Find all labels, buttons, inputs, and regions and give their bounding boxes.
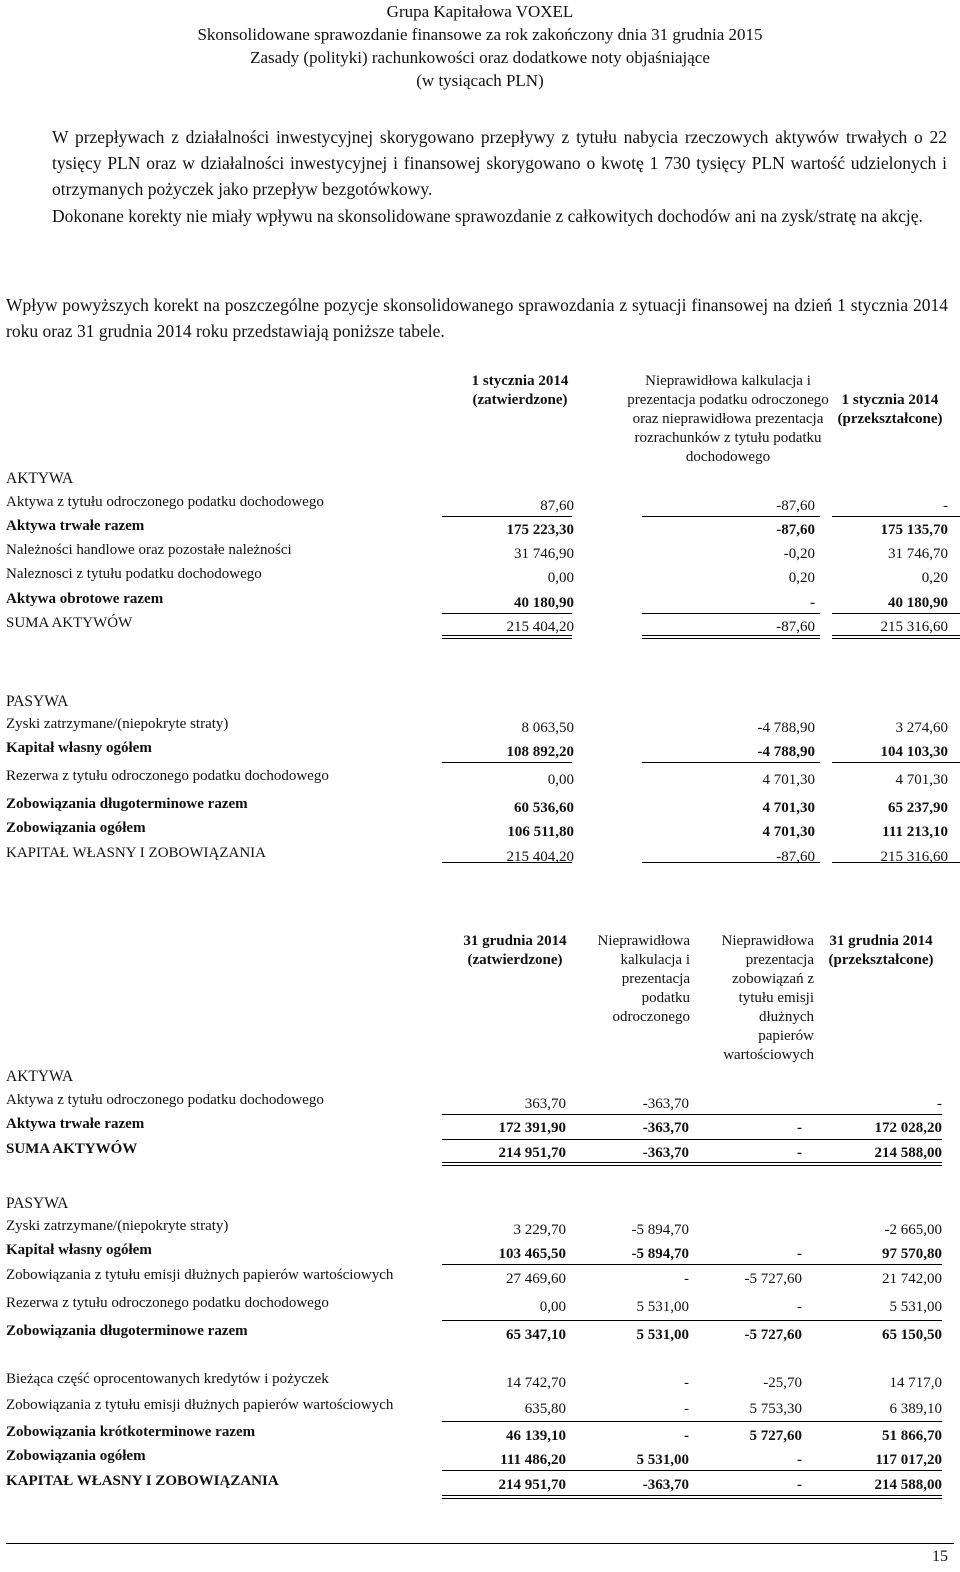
t1-aktywa-cell: - [810,595,815,611]
t2-header-deferred-tax-line: kalkulacja i [620,952,690,968]
t2-pasywa-cell: 46 139,10 [506,1428,566,1444]
t2-pasywa-row [6,1424,956,1446]
t2-aktywa-cell: 172 028,20 [874,1120,942,1136]
t2-pasywa-row [6,1397,956,1419]
t2-aktywa-cell: -363,70 [642,1145,689,1161]
t1-rule [832,862,960,863]
t1-pasywa-row [6,796,956,818]
t1-header-adjustment-line: dochodowego [685,449,771,465]
t1-pasywa-row-label: Kapitał własny ogółem [6,740,152,756]
t1-aktywa-cell: 215 404,20 [506,619,574,635]
t1-pasywa-row-label: Rezerwa z tytułu odroczonego podatku dochodowego [6,768,329,784]
t2-pasywa-cell: 214 588,00 [874,1477,942,1493]
t2-aktywa-cell: -363,70 [642,1096,689,1112]
t1-header-adjustment-line: Nieprawidłowa kalkulacja i [645,373,811,389]
t1-pasywa-row [6,768,956,790]
t2-pasywa-cell: - [797,1477,802,1493]
t1-rule [832,762,960,763]
t1-pasywa-cell: 215 316,60 [880,849,948,865]
paragraph-cashflow: W przepływach z działalności inwestycyjnej skorygowano przepływy z tytułu nabycia rzeczowych aktywów trwałych o 22 tysięcy PLN oraz w działalności inwestycyjnej i finansowej skorygowano o kwotę 1 730 tysięcy PLN wartość udzielonych i otrzymanych pożyczek jako przepływ bezgotówkowy. [52,127,947,199]
t2-pasywa-row-label: Rezerwa z tytułu odroczonego podatku dochodowego [6,1295,329,1311]
t2-pasywa-row [6,1473,956,1495]
t1-header-adjustment-line: rozrachunków z tytułu podatku [634,430,822,446]
t1-aktywa-cell: 0,20 [921,570,948,586]
t1-pasywa-cell: 108 892,20 [506,744,574,760]
t1-aktywa-cell: 215 316,60 [880,619,948,635]
t2-header-deferred-tax [572,932,690,1027]
t1-rule [642,862,820,863]
t1-pasywa-row [6,845,956,867]
t1-pasywa-cell: 215 404,20 [506,849,574,865]
t2-pasywa-cell: - [684,1401,689,1417]
t2-aktywa-cell: 214 588,00 [874,1145,942,1161]
t2-pasywa-cell: 97 570,80 [882,1246,942,1262]
t1-pasywa-cell: 4 701,30 [762,800,815,816]
t1-rule [832,613,960,614]
t2-pasywa-cell: 117 017,20 [875,1452,942,1468]
t1-pasywa-cell: 65 237,90 [888,800,948,816]
t2-pasywa-cell: 51 866,70 [882,1428,942,1444]
t2-pasywa-cell: -363,70 [642,1477,689,1493]
t2-pasywa-cell: - [684,1428,689,1444]
report-title: Skonsolidowane sprawozdanie finansowe za rok zakończony dnia 31 grudnia 2015 [197,25,763,44]
t1-header-approved [440,372,600,410]
t2-pasywa-cell: 5 531,00 [636,1452,689,1468]
t1-aktywa-row [6,566,956,588]
t2-rule [442,1495,942,1499]
currency-note: (w tysiącach PLN) [416,71,544,90]
t2-header-deferred-tax-line: odroczonego [612,1009,690,1025]
page-number: 15 [932,1548,948,1565]
t2-header-deferred-tax-line: podatku [641,990,690,1006]
t2-aktywa-cell: - [937,1096,942,1112]
t2-pasywa-cell: 0,00 [539,1299,566,1315]
t1-aktywa-row-label: Aktywa obrotowe razem [6,591,164,607]
t2-pasywa-cell: -2 665,00 [884,1222,942,1238]
t2-pasywa-cell: 65 150,50 [882,1327,942,1343]
t1-aktywa-row-label: Aktywa z tytułu odroczonego podatku dochodowego [6,494,324,510]
t1-aktywa-cell: 31 746,70 [888,546,948,562]
t2-aktywa-row [6,1116,956,1138]
t1-aktywa-row-label: Należności handlowe oraz pozostałe należności [6,542,292,558]
t2-header-debt-securities-line: prezentacja [745,952,814,968]
t1-aktywa-row [6,494,956,516]
t1-rule [642,516,820,517]
t1-pasywa-cell: 0,00 [547,772,574,788]
t2-aktywa-cell: - [797,1145,802,1161]
t2-pasywa-cell: 5 531,00 [636,1299,689,1315]
company-name: Grupa Kapitałowa VOXEL [386,2,574,21]
t2-header-debt-securities-line: papierów [758,1028,814,1044]
t2-pasywa-cell: 103 465,50 [498,1246,566,1262]
t2-pasywa-cell: 21 742,00 [882,1271,942,1287]
t1-aktywa-cell: 175 135,70 [880,522,948,538]
t2-header-deferred-tax-line: Nieprawidłowa [597,933,690,949]
t2-pasywa-row-label: Zobowiązania z tytułu emisji dłużnych papierów wartościowych [6,1267,394,1283]
t2-pasywa-cell: -5 727,60 [744,1327,802,1343]
t2-header-debt-securities [700,932,814,1065]
t2-pasywa-label: PASYWA [6,1195,69,1212]
t1-aktywa-cell: -87,60 [776,498,815,514]
t2-header-debt-securities-line: tytułu emisji [738,990,814,1006]
t1-pasywa-row-label: Zobowiązania ogółem [6,820,146,836]
t1-pasywa-row [6,820,956,842]
t2-rule [442,1421,942,1422]
t1-pasywa-row [6,716,956,738]
t1-pasywa-cell: 111 213,10 [882,824,948,840]
t2-aktywa-row [6,1092,956,1114]
t2-pasywa-cell: - [797,1246,802,1262]
t1-aktywa-row [6,591,956,613]
t2-pasywa-cell: -5 727,60 [744,1271,802,1287]
t2-header-debt-securities-line: zobowiązań z [731,971,814,987]
t2-pasywa-row [6,1267,956,1289]
t2-aktywa-row [6,1141,956,1163]
t2-rule [442,1139,942,1140]
t1-pasywa-label: PASYWA [6,693,69,710]
t1-pasywa-cell: 4 701,30 [762,824,815,840]
t2-header-restated-line: (przekształcone) [828,952,934,968]
t2-rule [442,1264,942,1265]
t1-pasywa-cell: -4 788,90 [757,744,815,760]
t1-aktywa-cell: - [943,498,948,514]
t1-header-adjustment-line: prezentacja podatku odroczonego [627,392,829,408]
t1-pasywa-cell: 3 274,60 [895,720,948,736]
t1-aktywa-cell: 175 223,30 [506,522,574,538]
t2-header-debt-securities-line: dłużnych [759,1009,814,1025]
t1-aktywa-cell: -87,60 [776,619,815,635]
t1-aktywa-cell: 0,00 [547,570,574,586]
document-header [0,0,960,92]
t2-aktywa-row-label: SUMA AKTYWÓW [6,1141,138,1157]
t1-header-approved-line: 1 stycznia 2014 [471,373,569,389]
t2-header-approved [440,932,590,970]
t2-pasywa-cell: - [684,1271,689,1287]
t2-pasywa-cell: -5 894,70 [631,1222,689,1238]
t2-pasywa-row [6,1323,956,1345]
t1-rule [442,762,572,763]
t1-rule [442,635,572,639]
t2-header-restated [816,932,946,970]
t1-pasywa-cell: -4 788,90 [757,720,815,736]
t2-header-restated-line: 31 grudnia 2014 [829,933,933,949]
t1-aktywa-row-label: SUMA AKTYWÓW [6,615,133,631]
t1-aktywa-cell: 31 746,90 [514,546,574,562]
t2-pasywa-row-label: Kapitał własny ogółem [6,1242,152,1258]
t2-aktywa-cell: 214 951,70 [498,1145,566,1161]
t2-pasywa-cell: 6 389,10 [889,1401,942,1417]
t1-aktywa-row [6,518,956,540]
t2-pasywa-cell: - [797,1452,802,1468]
t1-aktywa-label: AKTYWA [6,470,74,487]
t1-pasywa-row [6,740,956,762]
t1-header-approved-line: (zatwierdzone) [472,392,568,408]
t2-pasywa-cell: 5 753,30 [749,1401,802,1417]
t2-pasywa-cell: 14 742,70 [506,1375,566,1391]
t2-pasywa-cell: 3 229,70 [513,1222,566,1238]
t1-pasywa-row-label: Zobowiązania długoterminowe razem [6,796,248,812]
t2-aktywa-cell: - [797,1120,802,1136]
t2-header-debt-securities-line: wartościowych [723,1047,814,1063]
t2-pasywa-cell: 5 531,00 [889,1299,942,1315]
t1-pasywa-cell: 60 536,60 [514,800,574,816]
t2-aktywa-cell: 363,70 [524,1096,566,1112]
t1-aktywa-cell: 87,60 [540,498,574,514]
t2-pasywa-cell: - [797,1299,802,1315]
t2-pasywa-cell: 5 727,60 [749,1428,802,1444]
t1-pasywa-cell: 106 511,80 [507,824,574,840]
t2-pasywa-cell: 111 486,20 [500,1452,566,1468]
footer-rule [6,1543,954,1544]
t2-rule [442,1114,942,1115]
t1-pasywa-row-label: KAPITAŁ WŁASNY I ZOBOWIĄZANIA [6,845,267,861]
t1-rule [642,613,820,614]
t2-aktywa-cell: -363,70 [642,1120,689,1136]
t2-header-debt-securities-line: Nieprawidłowa [721,933,814,949]
t2-pasywa-row [6,1371,956,1393]
t1-rule [442,516,572,517]
t2-pasywa-row-label: Zobowiązania z tytułu emisji dłużnych papierów wartościowych [6,1397,394,1413]
t2-pasywa-row [6,1218,956,1240]
t1-aktywa-cell: 0,20 [788,570,815,586]
t1-rule [642,635,820,639]
t2-pasywa-cell: - [684,1375,689,1391]
t2-pasywa-row-label: Zobowiązania ogółem [6,1448,146,1464]
t1-pasywa-row-label: Zyski zatrzymane/(niepokryte straty) [6,716,229,732]
t2-pasywa-cell: 14 717,0 [889,1375,942,1391]
t2-header-approved-line: 31 grudnia 2014 [463,933,567,949]
t2-rule [442,1470,942,1471]
t2-pasywa-cell: 65 347,10 [506,1327,566,1343]
t1-rule [442,862,572,863]
t2-pasywa-cell: 214 951,70 [498,1477,566,1493]
t2-pasywa-row-label: Zyski zatrzymane/(niepokryte straty) [6,1218,229,1234]
t2-rule [442,1320,942,1321]
t1-pasywa-cell: 4 701,30 [762,772,815,788]
t1-aktywa-cell: -0,20 [783,546,815,562]
paragraph-intro-tables: Wpływ powyższych korekt na poszczególne pozycje skonsolidowanego sprawozdania z sytuacji finansowej na dzień 1 stycznia 2014 roku oraz 31 grudnia 2014 roku przedstawiają poniższe tabele. [6,295,948,341]
t1-aktywa-row-label: Naleznosci z tytułu podatku dochodowego [6,566,262,582]
t2-aktywa-row-label: Aktywa z tytułu odroczonego podatku dochodowego [6,1092,324,1108]
t2-pasywa-cell: 635,80 [524,1401,566,1417]
t1-rule [832,516,960,517]
t1-pasywa-cell: 104 103,30 [880,744,948,760]
t2-rule [442,1162,942,1166]
t2-pasywa-row-label: Zobowiązania długoterminowe razem [6,1323,248,1339]
report-subtitle: Zasady (polityki) rachunkowości oraz dodatkowe noty objaśniające [250,48,710,67]
t2-pasywa-row [6,1448,956,1470]
t2-aktywa-row-label: Aktywa trwałe razem [6,1116,145,1132]
t1-pasywa-cell: 8 063,50 [521,720,574,736]
t1-header-restated-line: (przekształcone) [837,411,943,427]
paragraph-no-impact: Dokonane korekty nie miały wpływu na skonsolidowane sprawozdanie z całkowitych dochodów ani na zysk/stratę na akcję. [52,206,923,226]
t2-pasywa-row [6,1242,956,1264]
t2-pasywa-cell: 27 469,60 [506,1271,566,1287]
t2-pasywa-row-label: Bieżąca część oprocentowanych kredytów i pożyczek [6,1371,329,1387]
t1-rule [642,762,820,763]
t2-pasywa-row-label: KAPITAŁ WŁASNY I ZOBOWIĄZANIA [6,1473,279,1489]
t1-aktywa-row [6,615,956,637]
t2-header-approved-line: (zatwierdzone) [467,952,563,968]
t1-rule [442,613,572,614]
t1-header-adjustment-line: oraz nieprawidłowa prezentacja [632,411,824,427]
t1-rule [832,635,960,639]
t1-aktywa-cell: -87,60 [776,522,815,538]
t2-pasywa-row-label: Zobowiązania krótkoterminowe razem [6,1424,256,1440]
t2-pasywa-row [6,1295,956,1317]
t1-aktywa-cell: 40 180,90 [514,595,574,611]
t2-pasywa-cell: -25,70 [763,1375,802,1391]
t1-pasywa-cell: 4 701,30 [895,772,948,788]
t1-aktywa-cell: 40 180,90 [888,595,948,611]
t2-aktywa-cell: 172 391,90 [498,1120,566,1136]
t2-pasywa-cell: -5 894,70 [631,1246,689,1262]
t1-aktywa-row [6,542,956,564]
t2-pasywa-cell: 5 531,00 [636,1327,689,1343]
t1-aktywa-row-label: Aktywa trwałe razem [6,518,145,534]
t2-header-deferred-tax-line: prezentacja [621,971,690,987]
t1-pasywa-cell: -87,60 [776,849,815,865]
t2-aktywa-label: AKTYWA [6,1068,74,1085]
t1-header-restated-line: 1 stycznia 2014 [841,392,939,408]
t1-header-restated [820,391,960,429]
